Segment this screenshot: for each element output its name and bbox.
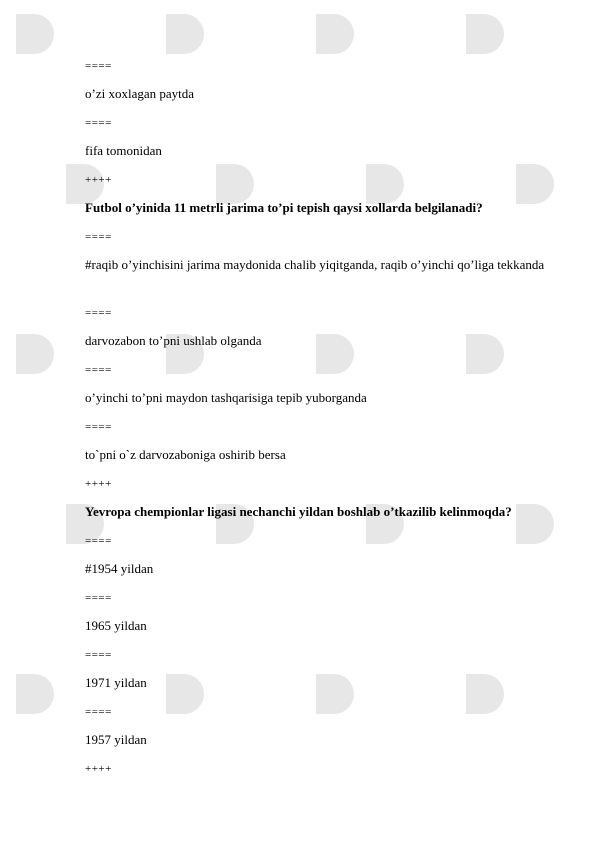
watermark-icon: [10, 330, 58, 378]
separator-line: ====: [85, 421, 112, 433]
separator-line: ====: [85, 535, 112, 547]
watermark-icon: [310, 670, 358, 718]
question-text: Yevropa chempionlar ligasi nechanchi yildan boshlab o’tkazilib kelinmoqda?: [85, 504, 512, 519]
separator-line: ====: [85, 592, 112, 604]
answer-option: 1957 yildan: [85, 732, 147, 747]
watermark-icon: [10, 670, 58, 718]
separator-line: ++++: [85, 174, 112, 186]
answer-option: fifa tomonidan: [85, 143, 162, 158]
question-text: Futbol o’yinida 11 metrli jarima to’pi tepish qaysi xollarda belgilanadi?: [85, 200, 483, 215]
answer-option: o’zi xoxlagan paytda: [85, 86, 195, 101]
answer-option: 1965 yildan: [85, 618, 147, 633]
separator-line: ====: [85, 117, 112, 129]
answer-option: o’yinchi to’pni maydon tashqarisiga tepib yuborganda: [85, 390, 367, 405]
separator-line: ++++: [85, 763, 112, 775]
watermark-icon: [160, 670, 208, 718]
watermark-icon: [160, 10, 208, 58]
separator-line: ++++: [85, 478, 112, 490]
watermark-icon: [510, 500, 558, 548]
watermark-icon: [460, 10, 508, 58]
separator-line: ====: [85, 307, 112, 319]
separator-line: ====: [85, 60, 112, 72]
watermark-icon: [310, 10, 358, 58]
answer-option: #raqib o’yinchisini jarima maydonida chalib yiqitganda, raqib o’yinchi qo’liga tekkanda: [85, 257, 545, 272]
watermark-icon: [460, 670, 508, 718]
watermark-icon: [460, 330, 508, 378]
watermark-icon: [510, 160, 558, 208]
watermark-icon: [310, 330, 358, 378]
answer-option: to`pni o`z darvozaboniga oshirib bersa: [85, 447, 286, 462]
answer-option: darvozabon to’pni ushlab olganda: [85, 333, 262, 348]
separator-line: ====: [85, 364, 112, 376]
answer-option: 1971 yildan: [85, 675, 147, 690]
separator-line: ====: [85, 706, 112, 718]
separator-line: ====: [85, 231, 112, 243]
watermark-icon: [10, 10, 58, 58]
separator-line: ====: [85, 649, 112, 661]
answer-option: #1954 yildan: [85, 561, 154, 576]
